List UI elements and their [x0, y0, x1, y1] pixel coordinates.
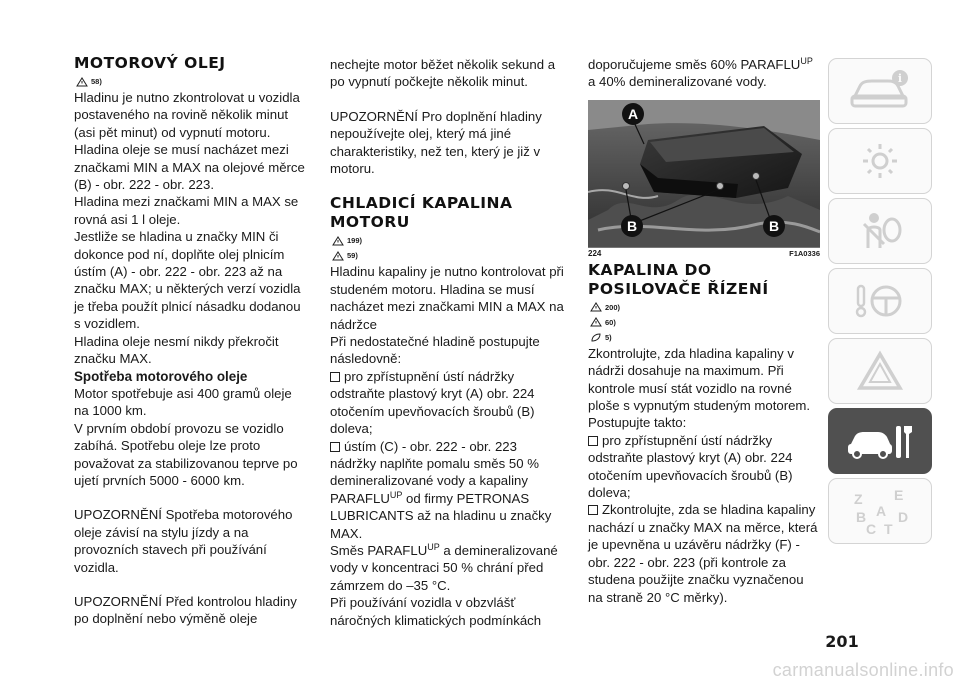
paragraph: Směs $PARAFLU^{UP}$ a demineralizované vody v koncentraci 50 % chrání před zámrzem do –35 °C. [330, 541, 558, 593]
watermark-text: carmanualsonline.info [772, 660, 954, 680]
nav-driving[interactable] [828, 268, 932, 334]
index-letter: D [898, 509, 909, 525]
paragraph: Hladina oleje se musí nacházet mezi značkami MIN a MAX na olejové měrce (B) - obr. 222 - obr. 223. [74, 142, 305, 193]
checkbox-bullet-icon [588, 505, 598, 515]
warning-ref: 59) [332, 249, 564, 262]
warning-hand-icon [590, 317, 602, 327]
warning-hand-icon [76, 77, 88, 87]
svg-text:i: i [897, 72, 903, 85]
paragraph: Hladina oleje nesmí nikdy překročit značku MAX. [74, 333, 279, 367]
paragraph: V prvním období provozu se vozidlo zabíhá. Spotřebu oleje lze proto považovat za stabilizovanou teprve po ujetí prvních 5000 - 6000 km. [74, 420, 298, 488]
checkbox-bullet-icon [330, 372, 340, 382]
paragraph: Motor spotřebuje asi 400 gramů oleje na 1000 km. [74, 385, 292, 419]
figure-label-b: B [768, 218, 780, 234]
warning-ref: 60) [590, 316, 820, 329]
paragraph: Postupujte takto: [588, 415, 687, 431]
bullet-item: ústím (C) - obr. 222 - obr. 223 nádržky naplňte pomalu směs 50 % demineralizované vody a kapaliny $PARAFLU^{UP}$ od firmy PETRONAS LUBRICANTS až na hladinu u značky MAX. [330, 438, 552, 541]
nav-emergency[interactable] [828, 338, 932, 404]
warning-triangle-icon [846, 346, 914, 396]
nav-car-info[interactable] [828, 58, 932, 124]
column-1 [74, 54, 306, 628]
index-letters-icon [846, 486, 914, 536]
warning-ref: 200) [590, 301, 820, 314]
index-letter: Z [854, 491, 863, 507]
paragraph: Při používání vozidla v obzvlášť náročných klimatických podmínkách [330, 595, 542, 628]
notice-paragraph: UPOZORNĚNÍ Před kontrolou hladiny po doplnění nebo výměně oleje [74, 593, 297, 627]
heading-motor-oil: MOTOROVÝ OLEJ [74, 54, 226, 72]
index-letter: C [866, 521, 877, 536]
index-letter: T [884, 521, 893, 536]
figure-label-a: A [627, 106, 639, 122]
paragraph: Hladinu je nutno zkontrolovat u vozidla postaveného na rovině několik minut (asi pět minut) od vypnutí motoru. [74, 90, 300, 140]
heading-power-steering: KAPALINA DO POSILOVAČE ŘÍZENÍ [588, 260, 769, 298]
paragraph: Jestliže se hladina u značky MIN či dokonce pod ní, doplňte olej plnicím ústím (A) - obr. 222 - obr. 223 až na značku MAX; u některých verzí vozidla je třeba použít plnicí násadku dodanou s vozidlem. [74, 229, 301, 332]
paragraph: Hladinu kapaliny je nutno kontrolovat při studeném motoru. Hladina se musí nacházet mezi značkami MIN a MAX na nádržce [330, 264, 564, 332]
nav-maintenance[interactable] [828, 408, 932, 474]
steering-key-icon [846, 276, 914, 326]
info-ref: 5) [590, 331, 820, 344]
car-maintenance-icon [846, 416, 914, 466]
figure-label-b: B [626, 218, 638, 234]
nav-safety[interactable] [828, 198, 932, 264]
figure-code: F1A0336 [789, 249, 820, 258]
nav-dashboard-lights[interactable] [828, 128, 932, 194]
warning-hand-icon [332, 236, 344, 246]
bullet-item: Zkontrolujte, zda se hladina kapaliny nachází u značky MAX na měrce, která je upevněna u uzávěru nádržky (F) - obr. 222 - obr. 223 (při kontrole za studena použijte značku vyznačenou na straně 20 °C měrky). [588, 502, 818, 605]
notice-paragraph: UPOZORNĚNÍ Pro doplnění hladiny nepoužívejte olej, který má jiné charakteristiky, než ten, který je již v motoru. [330, 108, 542, 177]
paragraph: nechejte motor běžet několik sekund a po vypnutí počkejte několik minut. [330, 57, 556, 90]
index-letter: A [876, 503, 887, 519]
checkbox-bullet-icon [330, 442, 340, 452]
paragraph: Zkontrolujte, zda hladina kapaliny v nádrži dosahuje na maximum. Při kontrole musí stát vozidlo na rovné ploše s vypnutým studeným motorem. [588, 345, 811, 414]
environment-icon [590, 332, 602, 342]
section-navigation [828, 58, 932, 548]
figure-number: 224 [588, 249, 602, 258]
checkbox-bullet-icon [588, 436, 598, 446]
notice-paragraph: UPOZORNĚNÍ Spotřeba motorového oleje závisí na stylu jízdy a na provozních stavech při používání vozidla. [74, 507, 293, 575]
engine-bay-image [588, 100, 820, 248]
paragraph: doporučujeme směs 60% $PARAFLU^{UP}$ a 40% demineralizované vody. [588, 56, 813, 90]
warning-ref: 199) [332, 234, 564, 247]
column-2 [330, 56, 564, 629]
paragraph: Hladina mezi značkami MIN a MAX se rovná asi 1 l oleje. [74, 194, 299, 227]
paragraph: Při nedostatečné hladině postupujte následovně: [330, 334, 540, 367]
warning-ref: 58) [76, 75, 306, 88]
nav-index[interactable] [828, 478, 932, 544]
figure-divider [588, 247, 820, 248]
subheading-oil-consumption: Spotřeba motorového oleje [74, 368, 248, 384]
warning-hand-icon [332, 251, 344, 261]
index-letter: E [894, 487, 904, 503]
bullet-item: pro zpřístupnění ústí nádržky odstraňte plastový kryt (A) obr. 224 otočením upevňovacích šroubů (B) doleva; [330, 368, 535, 437]
heading-coolant: CHLADICÍ KAPALINA MOTORU [330, 194, 513, 232]
index-letter: B [856, 509, 867, 525]
engine-cover-illustration [588, 100, 820, 248]
dashboard-lights-icon [846, 136, 914, 186]
airbag-safety-icon [846, 206, 914, 256]
page-number: 201 [825, 632, 859, 651]
bullet-item: pro zpřístupnění ústí nádržky odstraňte plastový kryt (A) obr. 224 otočením upevňovacích šroubů (B) doleva; [588, 432, 793, 501]
warning-hand-icon [590, 302, 602, 312]
car-info-icon [846, 66, 914, 116]
